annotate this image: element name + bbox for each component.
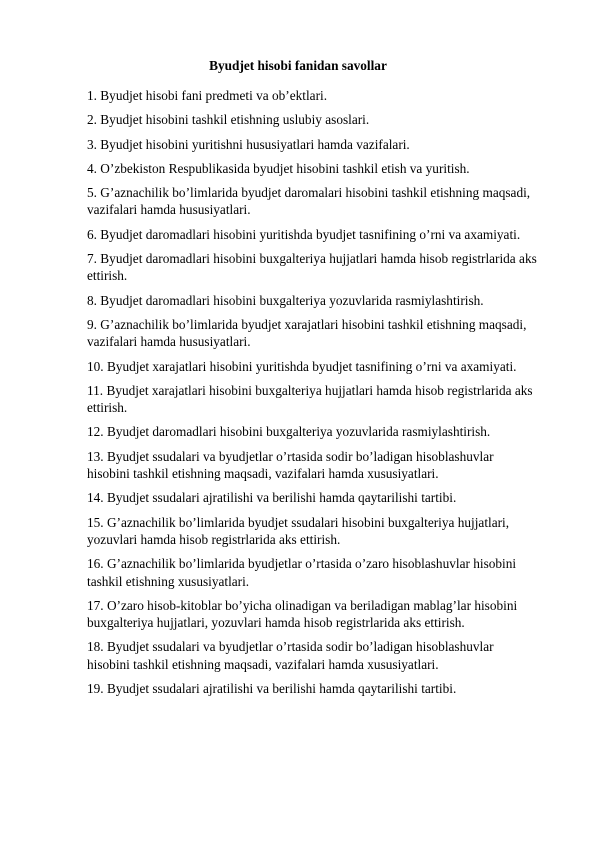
question-item: 6. Byudjet daromadlari hisobini yuritishda byudjet tasnifining o’rni va axamiyati.	[87, 226, 521, 242]
question-item: 14. Byudjet ssudalari ajratilishi va berilishi hamda qaytarilishi tartibi.	[87, 490, 457, 506]
question-item: 8. Byudjet daromadlari hisobini buxgalteriya yozuvlarida rasmiylashtirish.	[87, 292, 484, 308]
question-item: 10. Byudjet xarajatlari hisobini yuritishda byudjet tasnifining o’rni va axamiyati.	[87, 358, 517, 374]
question-item: 1. Byudjet hisobi fani predmeti va ob’еktlari.	[87, 88, 328, 103]
question-item: 13. Byudjet ssudalari va byudjetlar o’rtasida sodir bo’ladigan hisoblashuvlar hisobini tashkil etishning maqsadi, vazifalari hamda xususiyatlari.	[87, 448, 494, 482]
question-list	[87, 87, 537, 704]
question-item: 5. G’aznachilik bo’limlarida byudjet daromalari hisobini tashkil etishning maqsadi, vazifalari hamda hususiyatlari.	[87, 185, 531, 218]
question-item: 16. G’aznachilik bo’limlarida byudjetlar o’rtasida o’zaro hisoblashuvlar hisobini tashkil etishning xususiyatlari.	[87, 556, 517, 589]
question-item: 4. O’zbekiston Respublikasida byudjet hisobini tashkil etish va yuritish.	[87, 160, 470, 176]
question-item: 2. Byudjet hisobini tashkil etishning uslubiy asoslari.	[87, 112, 370, 128]
question-item: 19. Byudjet ssudalari ajratilishi va berilishi hamda qaytarilishi tartibi.	[87, 681, 457, 697]
question-item: 12. Byudjet daromadlari hisobini buxgalteriya yozuvlarida rasmiylashtirish.	[87, 424, 491, 440]
question-item: 11. Byudjet xarajatlari hisobini buxgalteriya hujjatlari hamda hisob registrlarida aks ettirish.	[87, 382, 533, 416]
question-item: 18. Byudjet ssudalari va byudjetlar o’rtasida sodir bo’ladigan hisoblashuvlar hisobini tashkil etishning maqsadi, vazifalari hamda xususiyatlari.	[87, 639, 494, 672]
question-item: 9. G’aznachilik bo’limlarida byudjet xarajatlari hisobini tashkil etishning maqsadi, vazifalari hamda hususiyatlari.	[87, 316, 527, 350]
question-item: 17. O’zaro hisob-kitoblar bo’yicha olinadigan va beriladigan mablag’lar hisobini buxgalteriya hujjatlari, yozuvlari hamda hisob registrlarida aks ettirish.	[87, 597, 518, 631]
document-title: Byudjet hisobi fanidan savollar	[209, 58, 387, 73]
question-item: 3. Byudjet hisobini yuritishni hususiyatlari hamda vazifalari.	[87, 136, 410, 152]
question-item: 15. G’aznachilik bo’limlarida byudjet ssudalari hisobini buxgalteriya hujjatlari, yozuvlari hamda hisob registrlarida aks ettirish.	[87, 514, 510, 547]
question-item: 7. Byudjet daromadlari hisobini buxgalteriya hujjatlari hamda hisob registrlarida aks ettirish.	[87, 251, 537, 284]
